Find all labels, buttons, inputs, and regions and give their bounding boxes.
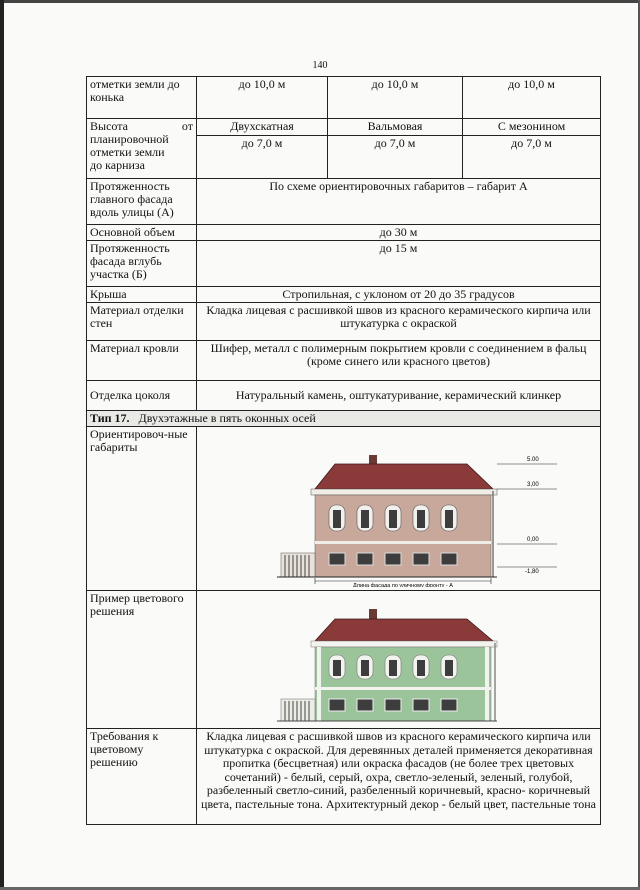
- color-example-label: Пример цветового решения: [87, 591, 197, 729]
- chimney: [369, 455, 377, 465]
- type-description: Двухэтажные в пять оконных осей: [138, 411, 316, 425]
- cornice: [311, 489, 497, 495]
- dimension-caption: Длина фасада по уличному фронту - А: [353, 583, 453, 587]
- row-roof: [87, 287, 601, 303]
- depth-value: до 15 м: [197, 241, 601, 287]
- height-label: [87, 119, 197, 179]
- cornice: [311, 641, 497, 647]
- row-eave-height: [87, 119, 601, 179]
- plinth-label: Отделка цоколя: [87, 381, 197, 411]
- level-marks: [497, 464, 557, 567]
- roof-type-col-2: [328, 119, 463, 179]
- color-example-cell: [197, 591, 601, 729]
- specification-table: [86, 76, 601, 825]
- ridge-label: отметки земли до конька: [87, 77, 197, 119]
- main-facade-value: По схеме ориентировочных габаритов – габарит А: [197, 179, 601, 225]
- pilaster-right: [485, 647, 489, 721]
- roofing-label: Материал кровли: [87, 341, 197, 381]
- eave-value-1: до 7,0 м: [241, 136, 283, 150]
- dims-drawing-cell: [197, 427, 601, 591]
- depth-label: Протяженность фасада вглубь участка (Б): [87, 241, 197, 287]
- volume-label: Основной объем: [87, 225, 197, 241]
- roof-type-col-1: [197, 119, 328, 179]
- type-number: Тип 17.: [90, 411, 130, 425]
- roof: [315, 464, 493, 489]
- scan-border-left: [0, 0, 4, 890]
- row-color-requirements: [87, 729, 601, 825]
- scan-border-top: [0, 0, 640, 3]
- row-ridge-height: [87, 77, 601, 119]
- walls-label: Материал отделки стен: [87, 303, 197, 341]
- ridge-value-2: до 10,0 м: [328, 77, 463, 119]
- roof-label: Крыша: [87, 287, 197, 303]
- level-ridge-text: 5.00: [527, 457, 539, 463]
- height-label-w3: планировочной: [90, 132, 169, 146]
- dims-label: Ориентировоч-ные габариты: [87, 427, 197, 591]
- row-plinth: [87, 381, 601, 411]
- roof-type-col-3: [463, 119, 601, 179]
- row-dimensions: [87, 427, 601, 591]
- height-label-w5: до карниза: [90, 158, 145, 172]
- height-label-w2: от: [181, 119, 193, 133]
- chimney: [369, 609, 377, 619]
- page-number: 140: [312, 60, 328, 71]
- color-example-drawing: [197, 591, 607, 725]
- height-label-w1: Высота: [90, 119, 128, 133]
- color-req-value: Кладка лицевая с расшивкой швов из красного керамического кирпича или штукатурка с окраской. Для деревянных деталей применяется декоративная пропитка (бесцветная) или окраска фасадов (не более трех цветовых сочетаний) - белый, серый, охра, светло-зеленый, зеленый, голубой, разбеленный светло-синий, разбеленный коричневый, красно- коричневый цвета, пастельные тона. Архитектурный декор - белый цвет, пастельные тона: [197, 729, 601, 825]
- volume-value: до 30 м: [197, 225, 601, 241]
- row-facade-depth: [87, 241, 601, 287]
- fence: [281, 553, 315, 577]
- pilaster-left: [317, 647, 321, 721]
- facade-dimensions-drawing: [197, 427, 607, 587]
- eave-value-2: до 7,0 м: [374, 136, 416, 150]
- row-wall-material: [87, 303, 601, 341]
- belt-course: [315, 687, 491, 690]
- row-roofing-material: [87, 341, 601, 381]
- roof-type-1: Двухскатная: [197, 119, 327, 136]
- row-main-volume: [87, 225, 601, 241]
- roofing-value: Шифер, металл с полимерным покрытием кровли с соединением в фальц (кроме синего или красного цветов): [197, 341, 601, 381]
- main-facade-label: Протяженность главного фасада вдоль улицы (А): [87, 179, 197, 225]
- roof: [315, 619, 493, 641]
- fence: [281, 699, 315, 721]
- row-main-facade: [87, 179, 601, 225]
- eave-value-3: до 7,0 м: [511, 136, 552, 150]
- walls-value: Кладка лицевая с расшивкой швов из красного керамического кирпича или штукатурка с окраской: [197, 303, 601, 341]
- roof-type-2: Вальмовая: [328, 119, 462, 136]
- ridge-value-1: до 10,0 м: [197, 77, 328, 119]
- level-eave-text: 3,00: [527, 482, 539, 488]
- roof-value: Стропильная, с уклоном от 20 до 35 градусов: [197, 287, 601, 303]
- plinth-value: Натуральный камень, оштукатуривание, керамический клинкер: [197, 381, 601, 411]
- roof-type-3: С мезонином: [463, 119, 600, 136]
- level-ground-text: 0,00: [527, 537, 539, 543]
- level-base-text: -1,80: [525, 569, 539, 575]
- color-req-label: Требования к цветовому решению: [87, 729, 197, 825]
- height-label-w4: отметки земли: [90, 145, 165, 159]
- row-color-example: [87, 591, 601, 729]
- ridge-value-3: до 10,0 м: [463, 77, 601, 119]
- type-header: [87, 411, 601, 427]
- row-type-header: [87, 411, 601, 427]
- belt-course: [315, 541, 491, 544]
